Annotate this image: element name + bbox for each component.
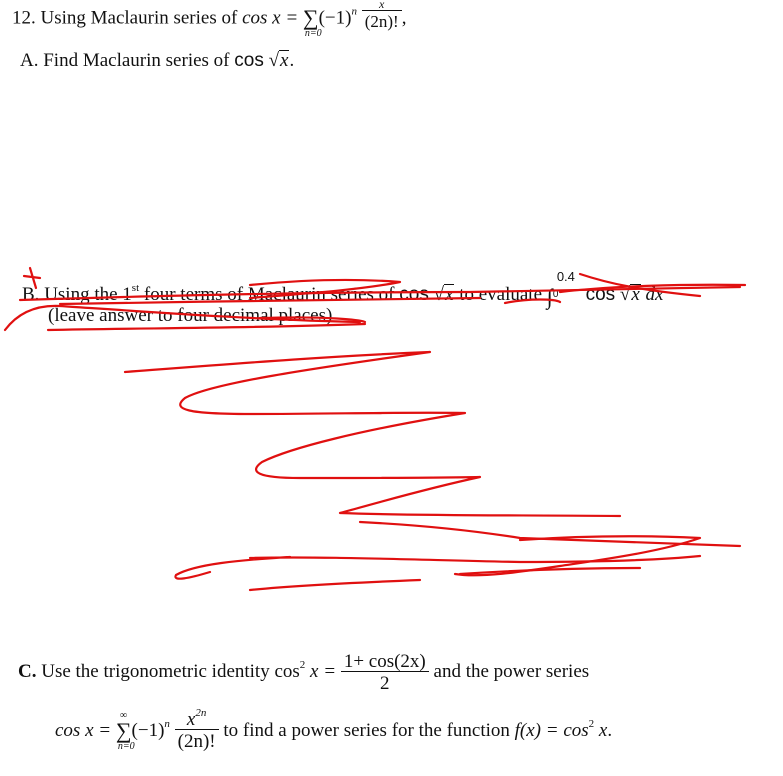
fraction-denominator: (2n)! [362,10,402,30]
exponent-n-c: n [164,717,170,730]
function-sup: 2 [588,717,595,730]
part-b-text-mid: four terms of Maclaurin series of [143,284,395,305]
cos-eq-lhs-c: cos x = [55,719,112,741]
cos2-var: x = [310,660,337,682]
part-b-text-to: to evaluate [459,284,543,305]
part-b-text-pre: Using the 1 [44,284,132,305]
part-a-label: A. [20,50,39,71]
bottom-scribble-1 [360,522,740,546]
exponent-n: n [351,5,357,18]
series-fraction-c [175,708,219,751]
bottom-scribble-2 [455,536,700,575]
function-var: x [598,719,608,741]
identity-numerator: 1+ cos(2x) [343,651,426,672]
part-c-text-2: and the power series [433,660,590,682]
summation-symbol: ∑ n=0 [302,5,322,40]
identity-fraction [341,652,429,693]
bottom-scribble-4 [460,568,640,574]
cos-eq-lhs: cos x = [242,7,299,29]
part-a-period: . [289,50,295,71]
function-def: f(x) = cos [514,719,589,741]
fraction-denominator-c: (2n)! [175,729,219,751]
identity-denominator: 2 [341,671,429,693]
part-b-label: B. [22,284,40,305]
part-c-text-3: to find a power series for the function [223,719,510,741]
bottom-scribble-5 [250,580,420,590]
part-c-line-2 [55,707,613,753]
sqrt-x-b: √x [433,284,454,305]
bottom-scribble-3 [175,556,700,579]
q12-trailing-comma: , [401,7,407,29]
series-fraction [362,0,402,31]
dx: dx [645,284,664,305]
superscript-st: st [131,282,140,294]
neg-one: (−1) [318,7,352,29]
integrand-cos: cos [585,284,616,305]
sqrt-x: √x [268,50,289,71]
part-b-line-2 [48,306,332,325]
part-b-line-1 [22,269,664,309]
part-c-line-1 [18,652,589,693]
cos-func: cos [234,50,264,71]
integral-symbol: ∫ [546,284,553,309]
fraction-numerator-c: $x^{2n}$ [186,707,207,730]
sqrt-x-integrand: √x [619,284,640,305]
cos2-lhs: cos [274,660,300,682]
summation-symbol-c: ∑ ∞ n=0 [115,709,135,752]
part-c-text-1: Use the trigonometric identity [41,660,270,682]
cos2-sup: 2 [299,658,306,671]
zigzag-scribble [125,352,620,516]
part-b-note: (leave answer to four decimal places) [48,305,333,326]
question-12-header [12,0,407,40]
part-c-label: C. [18,660,37,682]
question-12-lead: 12. Using Maclaurin series of [12,7,238,29]
part-a-text: Find Maclaurin series of [43,50,230,71]
part-c-period: . [607,719,613,741]
neg-one-c: (−1) [131,719,165,741]
cos-func-b: cos [399,284,429,305]
part-a [20,50,294,70]
fraction-numerator: x [379,0,385,11]
integral-limits: 0.4 0 [552,269,575,300]
